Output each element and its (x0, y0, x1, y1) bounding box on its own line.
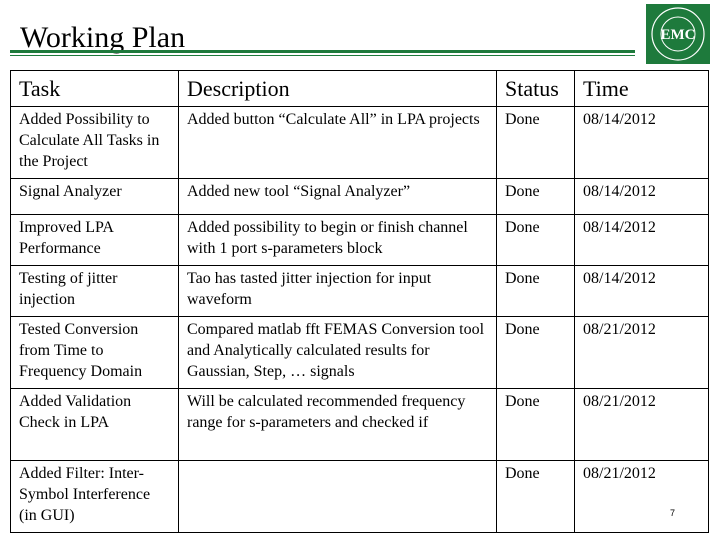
task-cell: Added Possibility to Calculate All Tasks in the Project (11, 107, 179, 179)
task-cell: Testing of jitter injection (11, 266, 179, 317)
page-number: 7 (670, 508, 676, 518)
time-cell: 08/21/2012 (575, 389, 709, 461)
status-cell: Done (497, 317, 575, 389)
slide-title: Working Plan (20, 21, 186, 54)
description-cell: Compared matlab fft FEMAS Conversion tool and Analytically calculated results for Gaussian, Step, … signals (179, 317, 497, 389)
time-cell: 08/21/2012 (575, 461, 709, 533)
description-cell: Tao has tasted jitter injection for input waveform (179, 266, 497, 317)
status-cell: Done (497, 215, 575, 266)
task-cell: Added Filter: Inter-Symbol Interference (in GUI) (11, 461, 179, 533)
task-cell: Tested Conversion from Time to Frequency Domain (11, 317, 179, 389)
header-status: Status (497, 71, 575, 107)
table-row (11, 179, 709, 215)
time-cell: 08/14/2012 (575, 107, 709, 179)
header-task: Task (11, 71, 179, 107)
task-cell: Added Validation Check in LPA (11, 389, 179, 461)
status-cell: Done (497, 107, 575, 179)
time-cell: 08/14/2012 (575, 215, 709, 266)
time-cell: 08/21/2012 (575, 317, 709, 389)
description-cell (179, 461, 497, 533)
status-cell: Done (497, 461, 575, 533)
table-row (11, 266, 709, 317)
description-cell: Will be calculated recommended frequency range for s-parameters and checked if (179, 389, 497, 461)
emc-logo (646, 4, 710, 64)
header-description: Description (179, 71, 497, 107)
table-row (11, 107, 709, 179)
table-row (11, 389, 709, 461)
time-cell: 08/14/2012 (575, 266, 709, 317)
logo-text: EMC (660, 27, 696, 43)
status-cell: Done (497, 266, 575, 317)
table-row (11, 317, 709, 389)
table-header-row (11, 71, 709, 107)
table-row (11, 461, 709, 533)
description-cell: Added button “Calculate All” in LPA projects (179, 107, 497, 179)
status-cell: Done (497, 179, 575, 215)
time-cell: 08/14/2012 (575, 179, 709, 215)
task-cell: Improved LPA Performance (11, 215, 179, 266)
description-cell: Added new tool “Signal Analyzer” (179, 179, 497, 215)
table-row (11, 215, 709, 266)
header-time: Time (575, 71, 709, 107)
working-plan-table (10, 70, 709, 533)
status-cell: Done (497, 389, 575, 461)
title-divider (10, 50, 635, 56)
description-cell: Added possibility to begin or finish channel with 1 port s-parameters block (179, 215, 497, 266)
task-cell: Signal Analyzer (11, 179, 179, 215)
